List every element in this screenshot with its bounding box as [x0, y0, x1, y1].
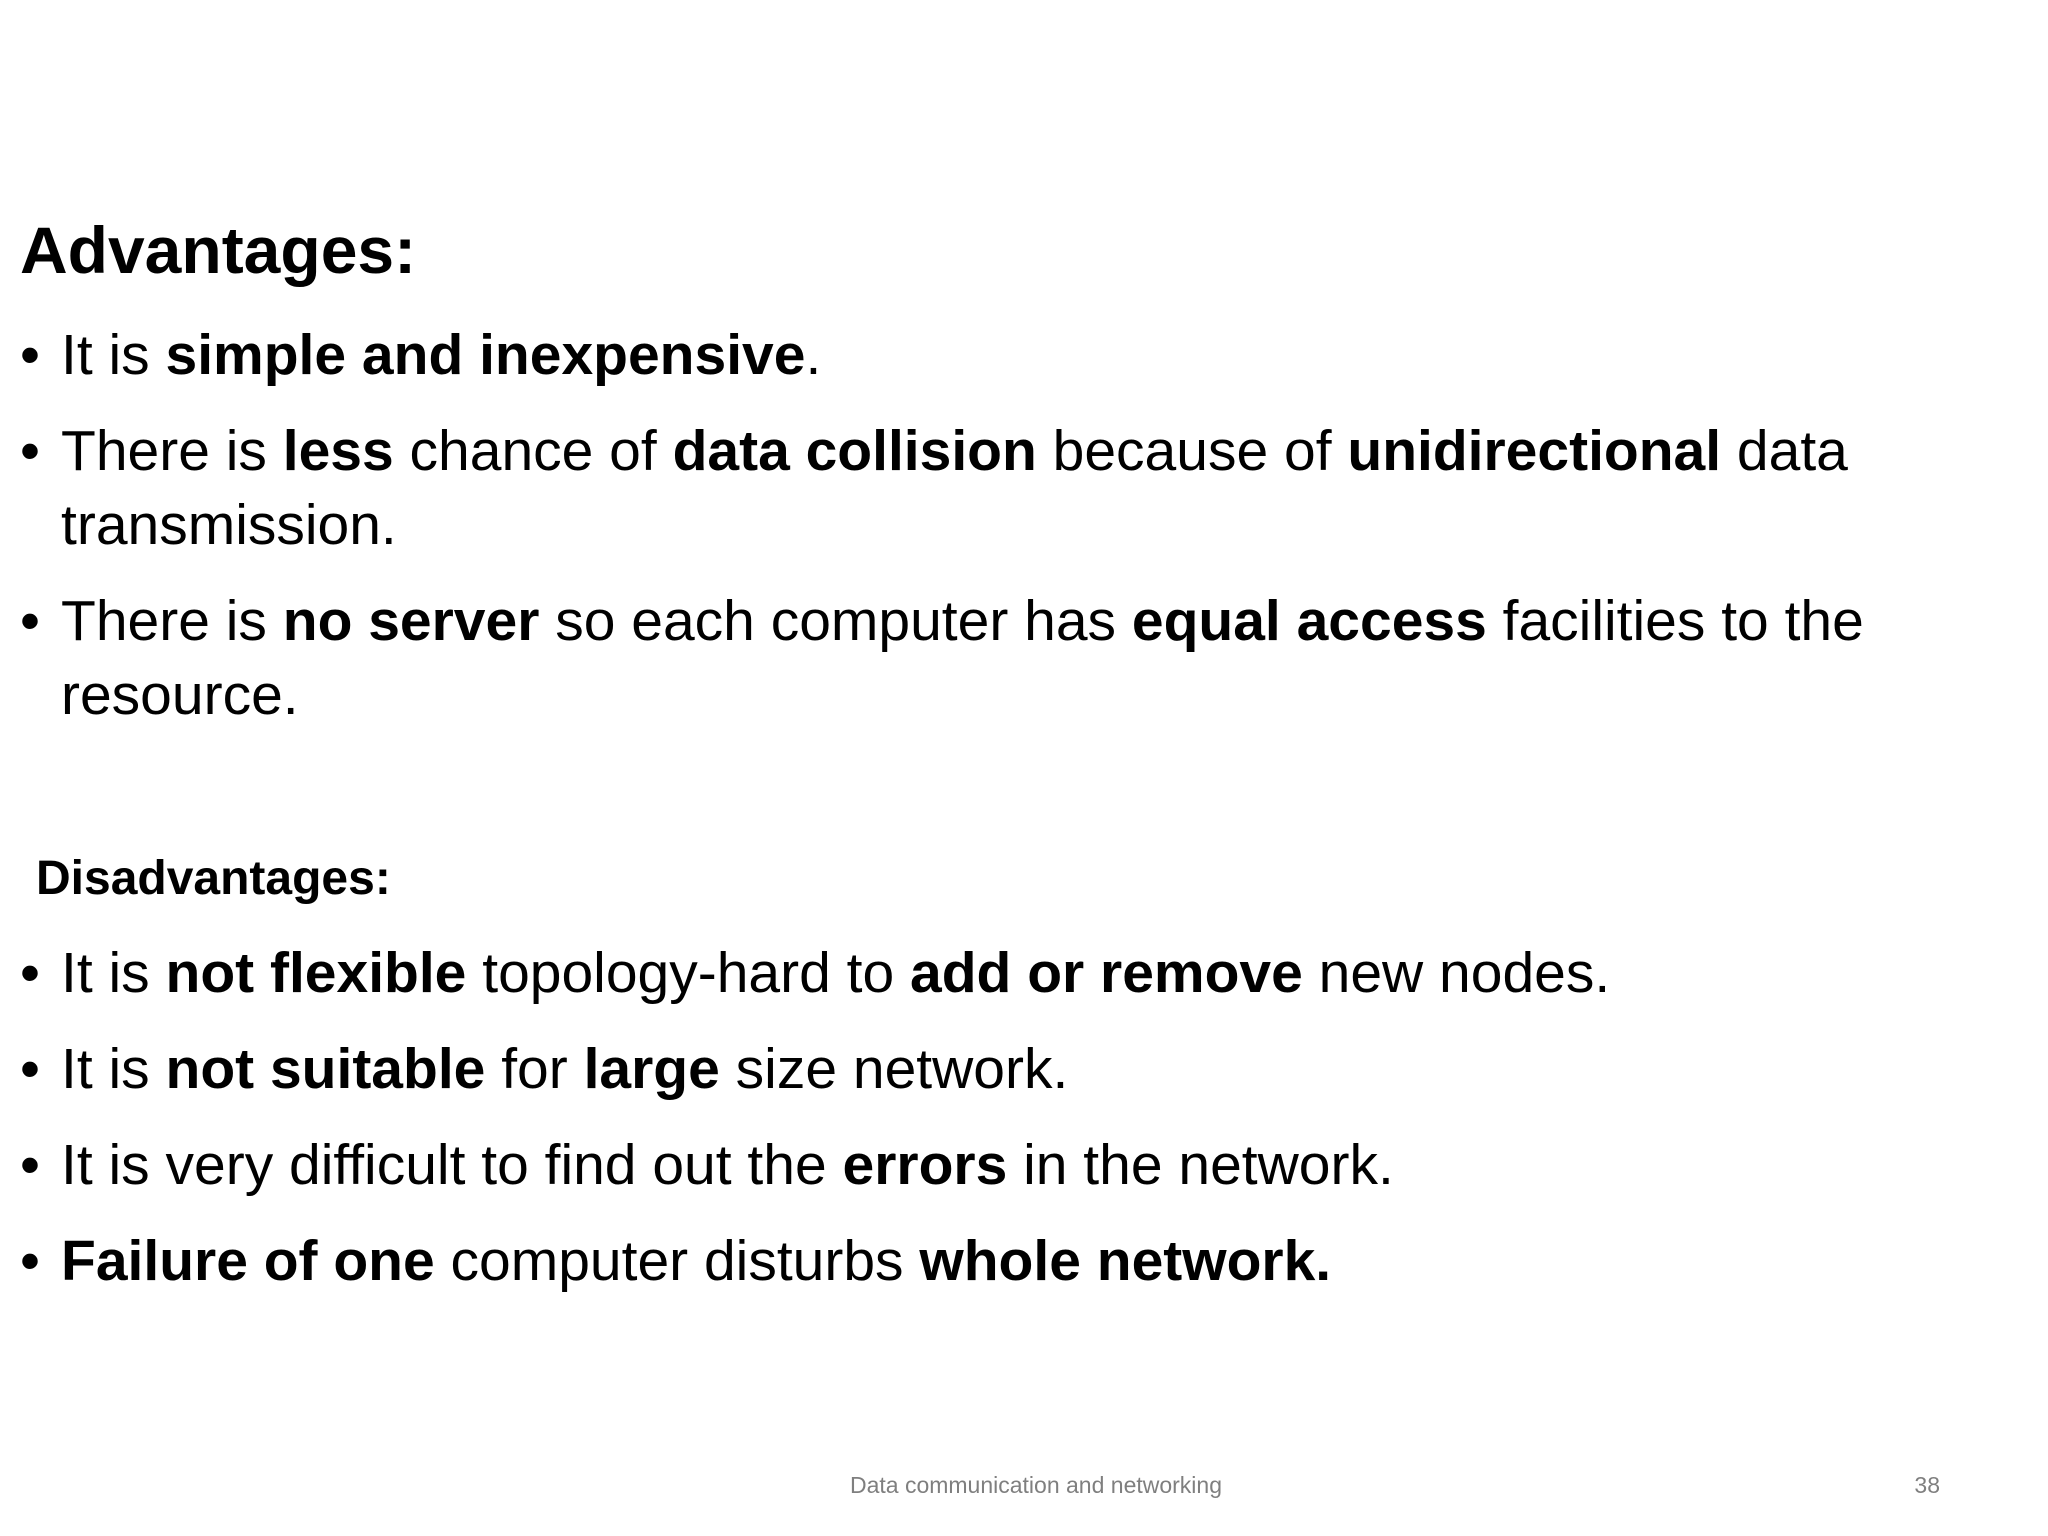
- bold-text: Failure of one: [61, 1229, 435, 1293]
- bullet-icon: •: [20, 1133, 40, 1197]
- bold-text: simple and inexpensive: [165, 323, 806, 387]
- bullet-icon: •: [20, 323, 40, 387]
- bullet-icon: •: [20, 419, 40, 483]
- bullet-item: [20, 414, 2020, 562]
- bullet-item: [20, 1224, 2020, 1298]
- bold-text: less: [282, 419, 394, 483]
- bold-text: equal access: [1131, 589, 1487, 653]
- bold-text: add or remove: [910, 941, 1303, 1005]
- bullet-item: [20, 1032, 2020, 1106]
- body-text: There is: [61, 419, 283, 483]
- body-text: It is: [61, 323, 166, 387]
- body-text: because of: [1036, 419, 1348, 483]
- body-text: size network.: [719, 1037, 1069, 1101]
- bullet-item: [20, 1128, 2020, 1202]
- body-text: .: [805, 323, 822, 387]
- bullet-icon: •: [20, 1229, 40, 1293]
- body-text: for: [485, 1037, 584, 1101]
- bold-text: errors: [842, 1133, 1008, 1197]
- footer-text: Data communication and networking: [849, 1472, 1223, 1498]
- body-text: It is very difficult to find out the: [61, 1133, 843, 1197]
- body-text: data transmission.: [61, 419, 1848, 557]
- bullet-icon: •: [20, 941, 40, 1005]
- body-text: in the network.: [1007, 1133, 1394, 1197]
- body-text: chance of: [393, 419, 673, 483]
- body-text: It is: [61, 941, 166, 1005]
- bold-text: no server: [282, 589, 540, 653]
- bullet-item: [20, 318, 2020, 392]
- body-text: There is: [61, 589, 283, 653]
- body-text: computer disturbs: [434, 1229, 920, 1293]
- bullet-item: [20, 936, 2020, 1010]
- bullet-icon: •: [20, 1037, 40, 1101]
- bullet-icon: •: [20, 589, 40, 653]
- bold-text: large: [583, 1037, 720, 1101]
- bold-text: unidirectional: [1347, 419, 1722, 483]
- page-number: 38: [1914, 1472, 1940, 1498]
- advantages-heading: Advantages:: [20, 213, 417, 287]
- bold-text: whole network.: [919, 1229, 1332, 1293]
- bold-text: not suitable: [165, 1037, 486, 1101]
- body-text: so each computer has: [539, 589, 1132, 653]
- disadvantages-heading: Disadvantages:: [36, 852, 391, 905]
- disadvantages-list: [20, 936, 2020, 1320]
- bullet-item: [20, 584, 2020, 732]
- advantages-list: [20, 318, 2020, 754]
- body-text: It is: [61, 1037, 166, 1101]
- bold-text: not flexible: [165, 941, 467, 1005]
- bold-text: data collision: [672, 419, 1037, 483]
- body-text: facilities to the resource.: [61, 589, 1864, 727]
- body-text: new nodes.: [1302, 941, 1611, 1005]
- body-text: topology-hard to: [466, 941, 911, 1005]
